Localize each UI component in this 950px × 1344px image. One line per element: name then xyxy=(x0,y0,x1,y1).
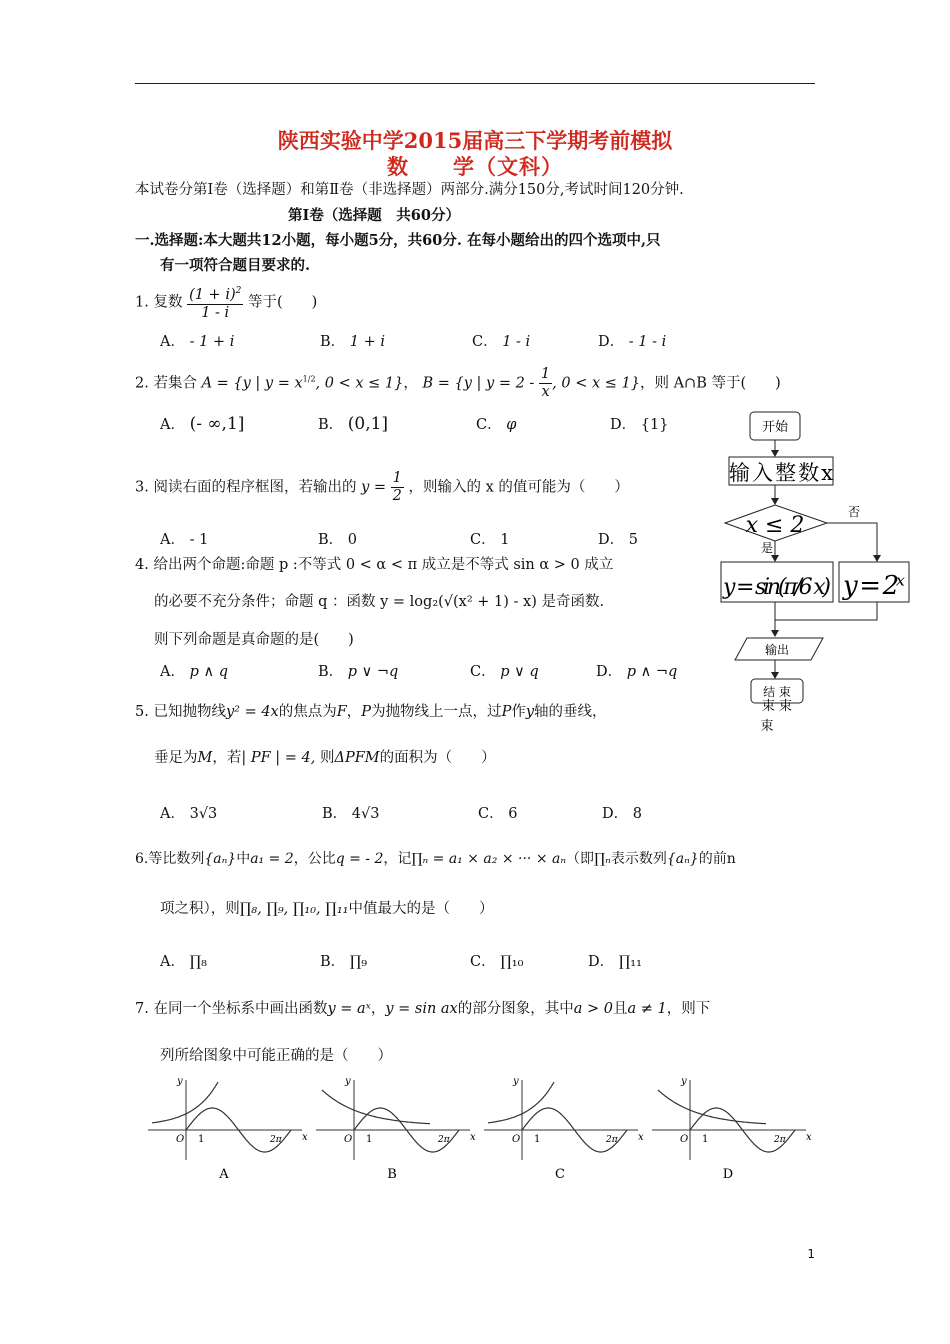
q1-fraction: $\frac{(1 + i)^2}{1 - i}$ xyxy=(187,283,243,322)
exam-title: 陕西实验中学2015届高三下学期考前模拟 xyxy=(277,128,673,153)
q1-option-c[interactable]: C． 1 - i xyxy=(472,334,531,350)
q7-axis-y-label: y xyxy=(345,1076,351,1087)
q7-one-label: 1 xyxy=(534,1134,541,1145)
flow-end-extra-2: 束 xyxy=(760,719,774,734)
q2-option-b[interactable]: B． (0,1] xyxy=(318,414,389,434)
q7-graph-c xyxy=(484,1076,644,1182)
q2-option-a[interactable]: A． (- ∞,1] xyxy=(160,414,245,434)
q7-exp-curve xyxy=(152,1082,218,1123)
question-7: 7. 在同一个坐标系中画出函数y = aˣ，y = sin ax的部分图象，其中a > 0且a ≠ 1，则下 xyxy=(135,1001,711,1017)
q6-line2: 项之积），则∏₈, ∏₉, ∏₁₀, ∏₁₁中值最大的是（ ） xyxy=(160,901,494,917)
q3-option-c[interactable]: C． 1 xyxy=(470,532,510,548)
flow-left-text: y = sin(π/6 x) xyxy=(723,575,831,600)
q5-option-b[interactable]: B． 4√3 xyxy=(322,806,380,822)
question-1: 1. 复数 $\frac{(1 + i)^2}{1 - i}$ 等于( ) xyxy=(135,283,317,322)
q7-graph-d xyxy=(652,1076,812,1182)
q7-graphs xyxy=(140,1068,820,1183)
q7-two-pi-label: 2π xyxy=(774,1135,786,1145)
top-rule xyxy=(135,83,815,84)
q7-two-pi-label: 2π xyxy=(438,1135,450,1145)
flowchart xyxy=(715,408,915,748)
q6-option-a[interactable]: A． ∏₈ xyxy=(160,954,207,970)
q7-axis-x-label: x xyxy=(806,1132,812,1143)
q4-line3: 则下列命题是真命题的是( ) xyxy=(154,632,354,648)
q5-line2: 垂足为M，若| PF | = 4, 则ΔPFM的面积为（ ） xyxy=(154,750,496,766)
flow-end-extra-1: 束 束 xyxy=(761,699,793,714)
question-3: 3. 阅读右面的程序框图，若输出的 y = $\frac{1}{2}$ ，则输入的 x 的值可能为（ ） xyxy=(135,470,629,504)
q7-axis-y-label: y xyxy=(681,1076,687,1087)
q6-option-d[interactable]: D． ∏₁₁ xyxy=(588,954,642,970)
q7-origin-label: O xyxy=(680,1134,689,1145)
q7-origin-label: O xyxy=(344,1134,353,1145)
q7-axis-x-label: x xyxy=(302,1132,308,1143)
q6-option-c[interactable]: C． ∏₁₀ xyxy=(470,954,524,970)
flow-input-text: 输入整数x xyxy=(729,461,833,485)
question-6: 6.等比数列{aₙ}中a₁ = 2，公比q = - 2，记∏ₙ = a₁ × a₂ × ··· × aₙ（即∏ₙ表示数列{aₙ}的前n xyxy=(135,851,736,867)
q5-option-a[interactable]: A． 3√3 xyxy=(160,806,218,822)
section-heading-line1: 一.选择题:本大题共12小题，每小题5分，共60分. 在每小题给出的四个选项中,只 xyxy=(135,232,661,249)
flow-condition-text: x ≤ 2 xyxy=(745,513,805,538)
q3-option-a[interactable]: A． - 1 xyxy=(160,532,209,548)
question-5: 5. 已知抛物线y² = 4x的焦点为F，P为抛物线上一点，过P作y轴的垂线， xyxy=(135,704,607,720)
q3-option-b[interactable]: B． 0 xyxy=(318,532,357,548)
q4-option-b[interactable]: B． p ∨ ¬q xyxy=(318,664,399,680)
q4-option-a[interactable]: A． p ∧ q xyxy=(160,664,228,680)
q5-option-c[interactable]: C． 6 xyxy=(478,806,518,822)
q4-option-c[interactable]: C． p ∨ q xyxy=(470,664,539,680)
q7-axis-y-label: y xyxy=(177,1076,183,1087)
q7-graph-label: C xyxy=(555,1167,565,1182)
question-4: 4. 给出两个命题:命题 p :不等式 0 < α < π 成立是不等式 sin α > 0 成立 xyxy=(135,557,614,573)
part-heading: 第Ⅰ卷（选择题 共60分） xyxy=(288,207,460,224)
q7-graph-label: D xyxy=(722,1167,734,1182)
q7-graph-label: A xyxy=(219,1167,229,1182)
q5-option-d[interactable]: D． 8 xyxy=(602,806,642,822)
q1-option-d[interactable]: D． - 1 - i xyxy=(598,334,667,350)
q7-one-label: 1 xyxy=(198,1134,205,1145)
q7-exp-curve xyxy=(488,1082,554,1123)
flow-output-text: 输出 xyxy=(764,643,790,657)
q4-option-d[interactable]: D． p ∧ ¬q xyxy=(596,664,678,680)
exam-subtitle: 数 学（文科） xyxy=(387,154,563,179)
q3-option-d[interactable]: D． 5 xyxy=(598,532,638,548)
exam-intro: 本试卷分第Ⅰ卷（选择题）和第Ⅱ卷（非选择题）两部分.满分150分,考试时间120分钟. xyxy=(135,182,684,198)
flow-no-label: 否 xyxy=(848,505,861,519)
q1-option-a[interactable]: A． - 1 + i xyxy=(160,334,235,350)
q7-graph-label: B xyxy=(387,1167,397,1182)
flow-right-text: y = 2ˣ xyxy=(843,571,905,601)
q7-origin-label: O xyxy=(512,1134,521,1145)
page-number: 1 xyxy=(807,1247,815,1261)
question-2: 2. 若集合 A = {y | $y = x^{1/2}$, 0 < x ≤ 1}， B = {y | y = 2 - $\frac{1}{x}$ , 0 < x ≤ 1}，则 A∩B 等于( ) xyxy=(135,366,781,400)
q7-exp-curve xyxy=(658,1090,766,1124)
flow-yes-label: 是 xyxy=(761,541,774,555)
q4-line2: 的必要不充分条件；命题 q ：函数 y = log₂(√(x² + 1) - x) 是奇函数. xyxy=(154,594,605,610)
q1-option-b[interactable]: B． 1 + i xyxy=(320,334,385,350)
q7-line2: 列所给图象中可能正确的是（ ） xyxy=(160,1048,392,1064)
q7-two-pi-label: 2π xyxy=(270,1135,282,1145)
q6-option-b[interactable]: B． ∏₉ xyxy=(320,954,368,970)
q7-exp-curve xyxy=(322,1090,430,1124)
q7-axis-x-label: x xyxy=(470,1132,476,1143)
q2-option-c[interactable]: C． φ xyxy=(476,417,517,433)
section-heading-line2: 有一项符合题目要求的. xyxy=(160,257,311,274)
q7-one-label: 1 xyxy=(702,1134,709,1145)
q7-graph-b xyxy=(316,1076,476,1182)
flow-start-text: 开始 xyxy=(761,420,789,435)
q2-option-d[interactable]: D． {1} xyxy=(610,417,669,433)
q7-two-pi-label: 2π xyxy=(606,1135,618,1145)
q7-axis-x-label: x xyxy=(638,1132,644,1143)
flow-end-text: 结 束 xyxy=(763,685,791,699)
q7-axis-y-label: y xyxy=(513,1076,519,1087)
q7-graph-a xyxy=(148,1076,308,1182)
q7-one-label: 1 xyxy=(366,1134,373,1145)
q7-origin-label: O xyxy=(176,1134,185,1145)
